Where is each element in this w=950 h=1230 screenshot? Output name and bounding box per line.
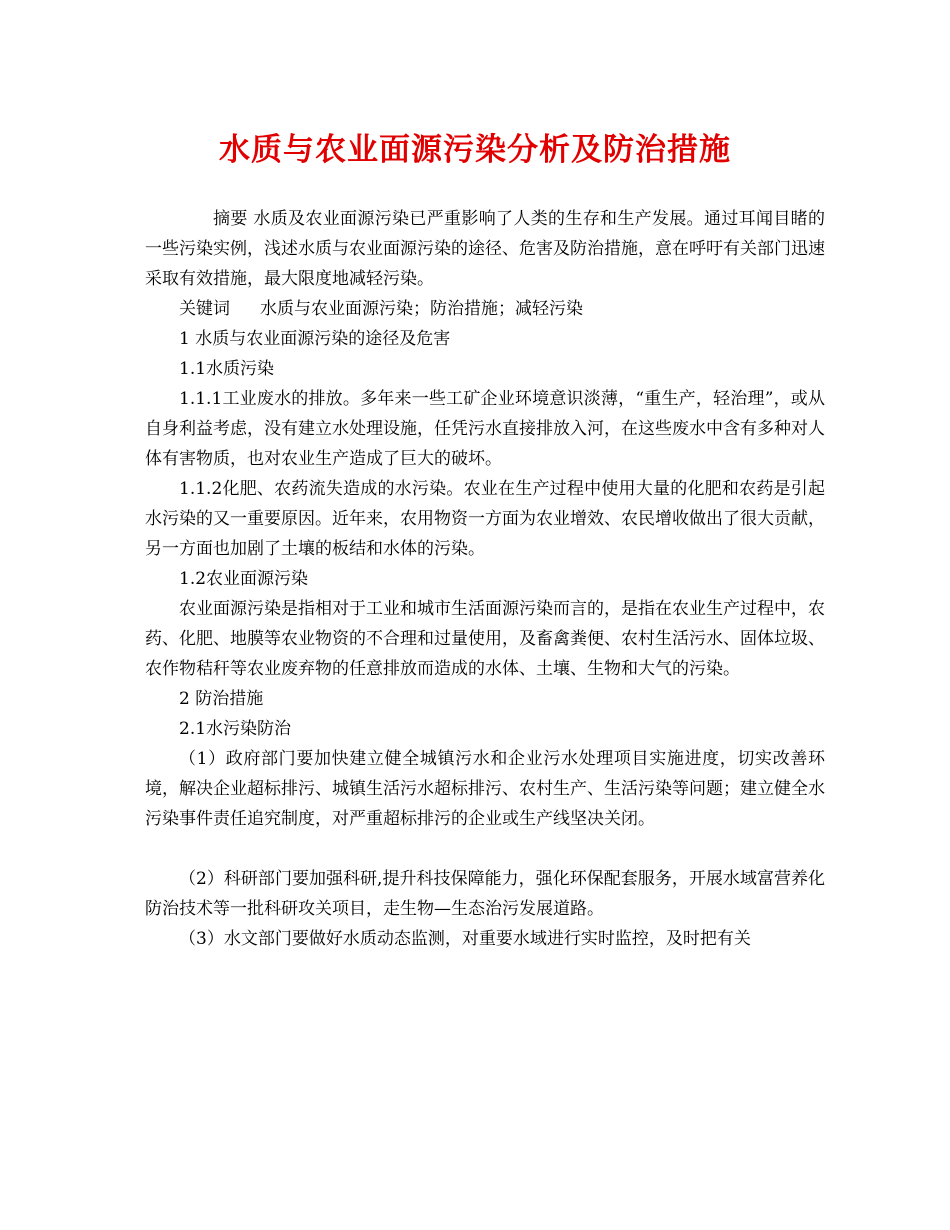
paragraph-1-1-1: 1.1.1工业废水的排放。多年来一些工矿企业环境意识淡薄，“重生产，轻治理”，或从自身利益考虑，没有建立水处理设施，任凭污水直接排放入河，在这些废水中含有多种对人体有害物质，也对农业生产造成了巨大的破坏。	[145, 389, 825, 469]
measure-item-3: （3）水文部门要做好水质动态监测，对重要水域进行实时监控，及时把有关	[179, 929, 751, 949]
subsection-heading-1-2: 1.2农业面源污染	[179, 569, 309, 589]
abstract-paragraph: 摘要 水质及农业面源污染已严重影响了人类的生存和生产发展。通过耳闻目睹的一些污染实例，浅述水质与农业面源污染的途径、危害及防治措施，意在呼吁有关部门迅速采取有效措施，最大限度地减轻污染。	[145, 209, 825, 289]
section-heading-2: 2 防治措施	[179, 689, 264, 709]
keywords-text: 水质与农业面源污染；防治措施；减轻污染	[260, 299, 583, 319]
paragraph-gap	[145, 834, 825, 864]
keywords-label: 关键词	[179, 299, 230, 319]
subsection-heading-2-1: 2.1水污染防治	[179, 719, 292, 739]
paragraph-1-1-2: 1.1.2化肥、农药流失造成的水污染。农业在生产过程中使用大量的化肥和农药是引起水污染的又一重要原因。近年来，农用物资一方面为农业增效、农民增收做出了很大贡献，另一方面也加剧了土壤的板结和水体的污染。	[145, 479, 825, 559]
document-body	[145, 204, 825, 954]
measure-item-2: （2）科研部门要加强科研,提升科技保障能力，强化环保配套服务，开展水域富营养化防治技术等一批科研攻关项目，走生物—生态治污发展道路。	[145, 869, 825, 919]
section-heading-1: 1 水质与农业面源污染的途径及危害	[179, 329, 451, 349]
paragraph-1-2: 农业面源污染是指相对于工业和城市生活面源污染而言的，是指在农业生产过程中，农药、化肥、地膜等农业物资的不合理和过量使用，及畜禽粪便、农村生活污水、固体垃圾、农作物秸秆等农业废弃物的任意排放而造成的水体、土壤、生物和大气的污染。	[145, 599, 825, 679]
document-title: 水质与农业面源污染分析及防治措施	[219, 132, 731, 168]
measure-item-1: （1）政府部门要加快建立健全城镇污水和企业污水处理项目实施进度，切实改善环境，解决企业超标排污、城镇生活污水超标排污、农村生产、生活污染等问题；建立健全水污染事件责任追究制度，对严重超标排污的企业或生产线坚决关闭。	[145, 749, 825, 829]
subsection-heading-1-1: 1.1水质污染	[179, 359, 275, 379]
keywords-line	[145, 294, 825, 324]
